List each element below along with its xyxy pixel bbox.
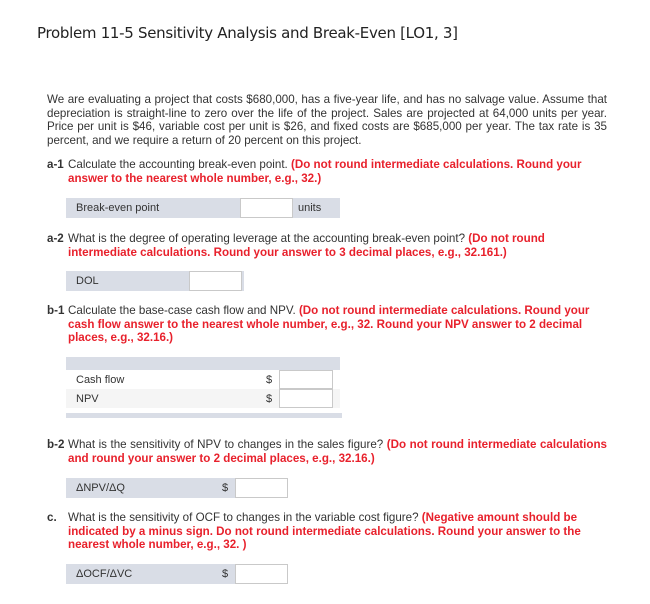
cash-flow-input[interactable] [279,370,333,389]
dol-label: DOL [76,275,99,287]
question-instruction: (Do not round intermediate calculations. Round your cash flow answer to the nearest whole number, e.g., 32. Round your NPV answer to 2 decimal places, e.g., 32.16.) [68,304,590,344]
npv-input[interactable] [279,389,333,408]
question-a1 [47,158,607,185]
currency-symbol: $ [222,482,229,494]
question-text: What is the sensitivity of OCF to changes in the variable cost figure? [68,511,422,524]
delta-ocf-label: ΔOCF/ΔVC [76,568,133,580]
currency-symbol: $ [222,568,229,580]
question-text: What is the sensitivity of NPV to changes in the sales figure? [68,438,387,451]
question-instruction: (Negative amount should be indicated by a minus sign. Do not round intermediate calculations. Round your answer to the nearest whole number, e.g., 32. ) [68,511,581,551]
question-text: Calculate the accounting break-even point. [68,158,291,171]
cash-flow-label: Cash flow [76,374,125,386]
delta-npv-label: ΔNPV/ΔQ [76,482,125,494]
question-instruction: (Do not round intermediate calculations and round your answer to 2 decimal places, e.g., 32.16.) [68,438,607,465]
question-instruction: (Do not round intermediate calculations. Round your answer to 3 decimal places, e.g., 32.161.) [68,232,545,259]
npv-label: NPV [76,393,99,405]
table-footer-bar [66,413,342,418]
question-text: What is the degree of operating leverage at the accounting break-even point? [68,232,469,245]
currency-symbol: $ [266,374,273,386]
dol-input[interactable] [189,271,242,291]
table-header-bar [66,357,340,370]
problem-statement: We are evaluating a project that costs $680,000, has a five-year life, and has no salvage value. Assume that depreciation is straight-line to zero over the life of the project. Sales are projected at 64,000 units per year. Price per unit is $46, variable cost per unit is $26, and fixed costs are $685,000 per year. The tax rate is 35 percent, and we require a return of 20 percent on this project. [47,93,607,147]
page-title: Problem 11-5 Sensitivity Analysis and Break-Even [LO1, 3] [37,24,458,42]
delta-ocf-input[interactable] [235,564,288,584]
question-number: b-2 [47,438,65,451]
question-number: a-1 [47,158,64,171]
question-instruction: (Do not round intermediate calculations. Round your answer to the nearest whole number, e.g., 32.) [68,158,582,185]
question-a2 [47,232,607,259]
question-number: c. [47,511,57,524]
question-number: a-2 [47,232,64,245]
question-b2 [47,438,607,465]
question-number: b-1 [47,304,65,317]
units-label: units [298,202,322,214]
question-c [47,511,607,552]
question-b1 [47,304,607,345]
delta-npv-input[interactable] [235,478,288,498]
currency-symbol: $ [266,393,273,405]
break-even-label: Break-even point [76,202,160,214]
break-even-input[interactable] [240,198,293,218]
question-text: Calculate the base-case cash flow and NPV. [68,304,299,317]
